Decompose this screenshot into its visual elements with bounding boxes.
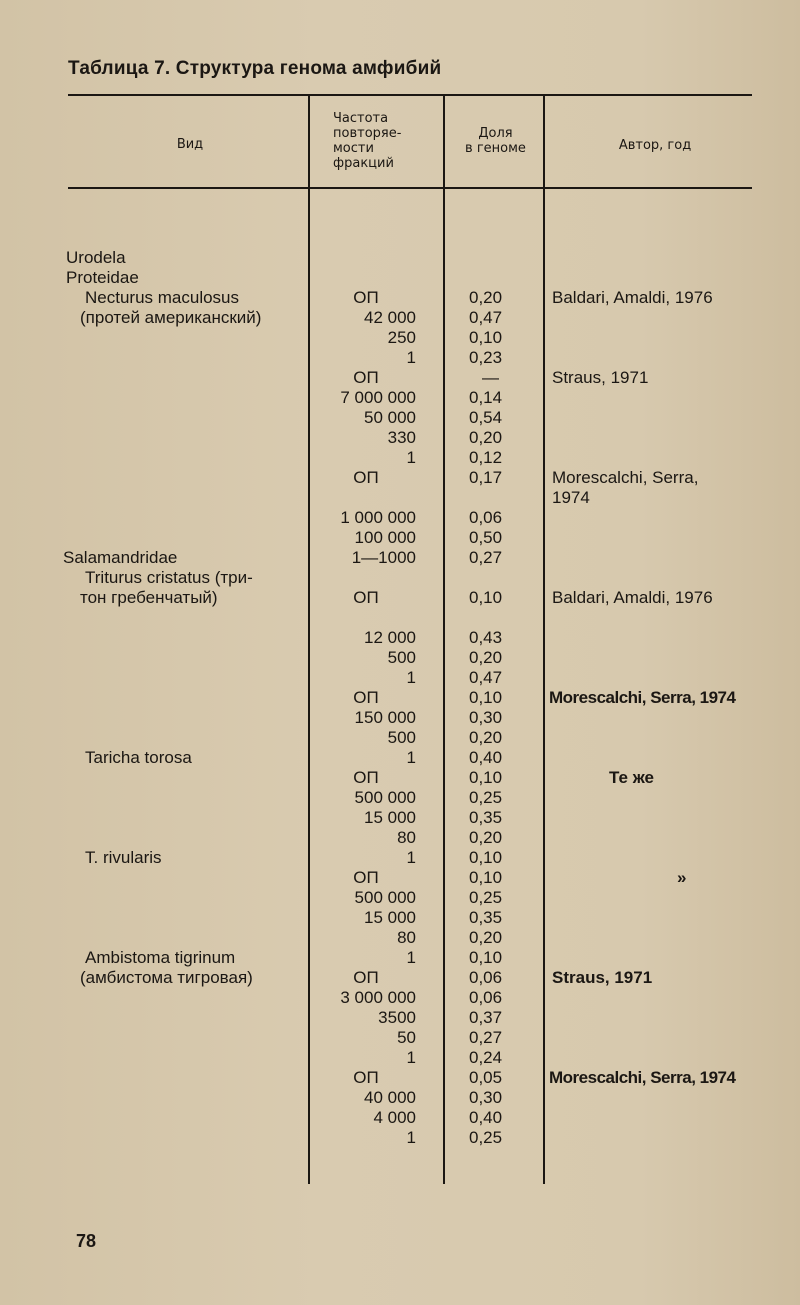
author-cell: 1974 — [552, 488, 590, 507]
author-cell: Morescalchi, Serra, 1974 — [549, 1068, 736, 1087]
share-cell: 0,05 — [469, 1068, 503, 1087]
share-cell: 0,43 — [469, 628, 503, 647]
species-name: Ambistoma tigrinum — [85, 948, 236, 967]
share-cell: 0,47 — [469, 308, 503, 327]
frequency-cell: 100 000 — [354, 528, 416, 547]
share-cell: 0,20 — [469, 728, 503, 747]
share-cell: 0,20 — [469, 648, 503, 667]
author-cell-same-as-above: Те же — [609, 768, 654, 787]
share-cell: 0,14 — [469, 388, 503, 407]
frequency-cell: 1 — [406, 948, 416, 967]
author-cell: Baldari, Amaldi, 1976 — [552, 588, 713, 607]
frequency-cell: 500 000 — [354, 888, 416, 907]
frequency-cell: ОП — [353, 868, 379, 887]
frequency-cell: 1—1000 — [351, 548, 416, 567]
author-cell: Morescalchi, Serra, — [552, 468, 699, 487]
share-cell: — — [482, 368, 499, 387]
share-cell: 0,25 — [469, 888, 503, 907]
frequency-cell: 12 000 — [364, 628, 416, 647]
species-order: Urodela — [66, 248, 126, 267]
share-column — [444, 248, 544, 1148]
frequency-cell: 1 — [406, 1128, 416, 1147]
header-share-line-1: Доля — [478, 126, 513, 141]
share-cell: 0,40 — [469, 1108, 503, 1127]
share-cell: 0,10 — [469, 688, 503, 707]
share-cell: 0,20 — [469, 828, 503, 847]
author-cell: Straus, 1971 — [552, 368, 649, 387]
frequency-cell: 4 000 — [373, 1108, 416, 1127]
share-cell: 0,17 — [469, 468, 503, 487]
frequency-column — [310, 248, 416, 1148]
page-number: 78 — [76, 1231, 97, 1251]
share-cell: 0,06 — [469, 968, 503, 987]
share-cell: 0,10 — [469, 848, 503, 867]
share-cell: 0,10 — [469, 768, 503, 787]
species-common-name: тон гребенчатый) — [80, 588, 218, 607]
author-cell-ditto-mark: » — [677, 868, 687, 887]
share-cell: 0,27 — [469, 548, 503, 567]
frequency-cell: 500 000 — [354, 788, 416, 807]
frequency-cell: 500 — [387, 728, 416, 747]
frequency-cell: 1 — [406, 748, 416, 767]
frequency-cell: 50 000 — [364, 408, 416, 427]
frequency-cell: ОП — [353, 688, 379, 707]
species-common-name: (протей американский) — [80, 308, 262, 327]
share-cell: 0,50 — [469, 528, 503, 547]
species-name: Triturus cristatus (три- — [85, 568, 253, 587]
share-cell: 0,27 — [469, 1028, 503, 1047]
species-name: Necturus maculosus — [85, 288, 240, 307]
share-cell: 0,30 — [469, 708, 503, 727]
header-share — [448, 126, 543, 156]
species-name: Taricha torosa — [85, 748, 192, 767]
frequency-cell: ОП — [353, 368, 379, 387]
frequency-cell: 40 000 — [364, 1088, 416, 1107]
share-cell: 0,37 — [469, 1008, 503, 1027]
frequency-cell: 1 — [406, 1048, 416, 1067]
table-top-rule — [68, 94, 752, 96]
share-cell: 0,20 — [469, 928, 503, 947]
header-frequency-line-2: повторяе- — [333, 126, 402, 141]
frequency-cell: 80 — [397, 928, 416, 947]
share-cell: 0,35 — [469, 908, 503, 927]
species-name: T. rivularis — [85, 848, 162, 867]
frequency-cell: 330 — [387, 428, 416, 447]
share-cell: 0,47 — [469, 668, 503, 687]
share-cell: 0,30 — [469, 1088, 503, 1107]
frequency-cell: ОП — [353, 588, 379, 607]
species-column — [63, 248, 308, 988]
frequency-cell: 1 000 000 — [340, 508, 416, 527]
frequency-cell: 250 — [387, 328, 416, 347]
share-cell: 0,10 — [469, 328, 503, 347]
author-cell: Straus, 1971 — [552, 968, 653, 987]
frequency-cell: ОП — [353, 1068, 379, 1087]
share-cell: 0,06 — [469, 508, 503, 527]
header-author: Автор, год — [618, 138, 692, 153]
frequency-cell: 7 000 000 — [340, 388, 416, 407]
header-bottom-rule — [68, 187, 752, 189]
frequency-cell: 1 — [406, 348, 416, 367]
species-common-name: (амбистома тигровая) — [80, 968, 253, 987]
species-family: Salamandridae — [63, 548, 178, 567]
frequency-cell: 1 — [406, 668, 416, 687]
share-cell: 0,54 — [469, 408, 503, 427]
frequency-cell: 150 000 — [354, 708, 416, 727]
frequency-cell: 500 — [387, 648, 416, 667]
share-cell: 0,10 — [469, 868, 503, 887]
frequency-cell: 3500 — [378, 1008, 416, 1027]
frequency-cell: 50 — [397, 1028, 416, 1047]
header-frequency-line-3: мости — [333, 141, 374, 156]
frequency-cell: 1 — [406, 848, 416, 867]
share-cell: 0,20 — [469, 428, 503, 447]
frequency-cell: 42 000 — [364, 308, 416, 327]
share-cell: 0,35 — [469, 808, 503, 827]
share-cell: 0,23 — [469, 348, 503, 367]
header-frequency-line-1: Частота — [333, 111, 389, 126]
author-column — [549, 248, 767, 1088]
frequency-cell: ОП — [353, 468, 379, 487]
share-cell: 0,20 — [469, 288, 503, 307]
author-cell: Baldari, Amaldi, 1976 — [552, 288, 713, 307]
frequency-cell: 3 000 000 — [340, 988, 416, 1007]
author-cell: Morescalchi, Serra, 1974 — [549, 688, 736, 707]
header-frequency-line-4: фракций — [333, 156, 394, 171]
frequency-cell: 15 000 — [364, 908, 416, 927]
share-cell: 0,24 — [469, 1048, 503, 1067]
frequency-cell: 1 — [406, 448, 416, 467]
share-cell: 0,10 — [469, 588, 503, 607]
share-cell: 0,06 — [469, 988, 503, 1007]
share-cell: 0,10 — [469, 948, 503, 967]
share-cell: 0,25 — [469, 788, 503, 807]
frequency-cell: 15 000 — [364, 808, 416, 827]
frequency-cell: ОП — [353, 288, 379, 307]
share-cell: 0,12 — [469, 448, 503, 467]
header-share-line-2: в геноме — [465, 141, 526, 156]
share-cell: 0,40 — [469, 748, 503, 767]
share-cell: 0,25 — [469, 1128, 503, 1147]
header-frequency — [333, 111, 433, 171]
frequency-cell: ОП — [353, 968, 379, 987]
header-species: Вид — [176, 137, 204, 152]
species-family: Proteidae — [66, 268, 139, 287]
table-title: Таблица 7. Структура генома амфибий — [68, 58, 442, 79]
frequency-cell: 80 — [397, 828, 416, 847]
frequency-cell: ОП — [353, 768, 379, 787]
